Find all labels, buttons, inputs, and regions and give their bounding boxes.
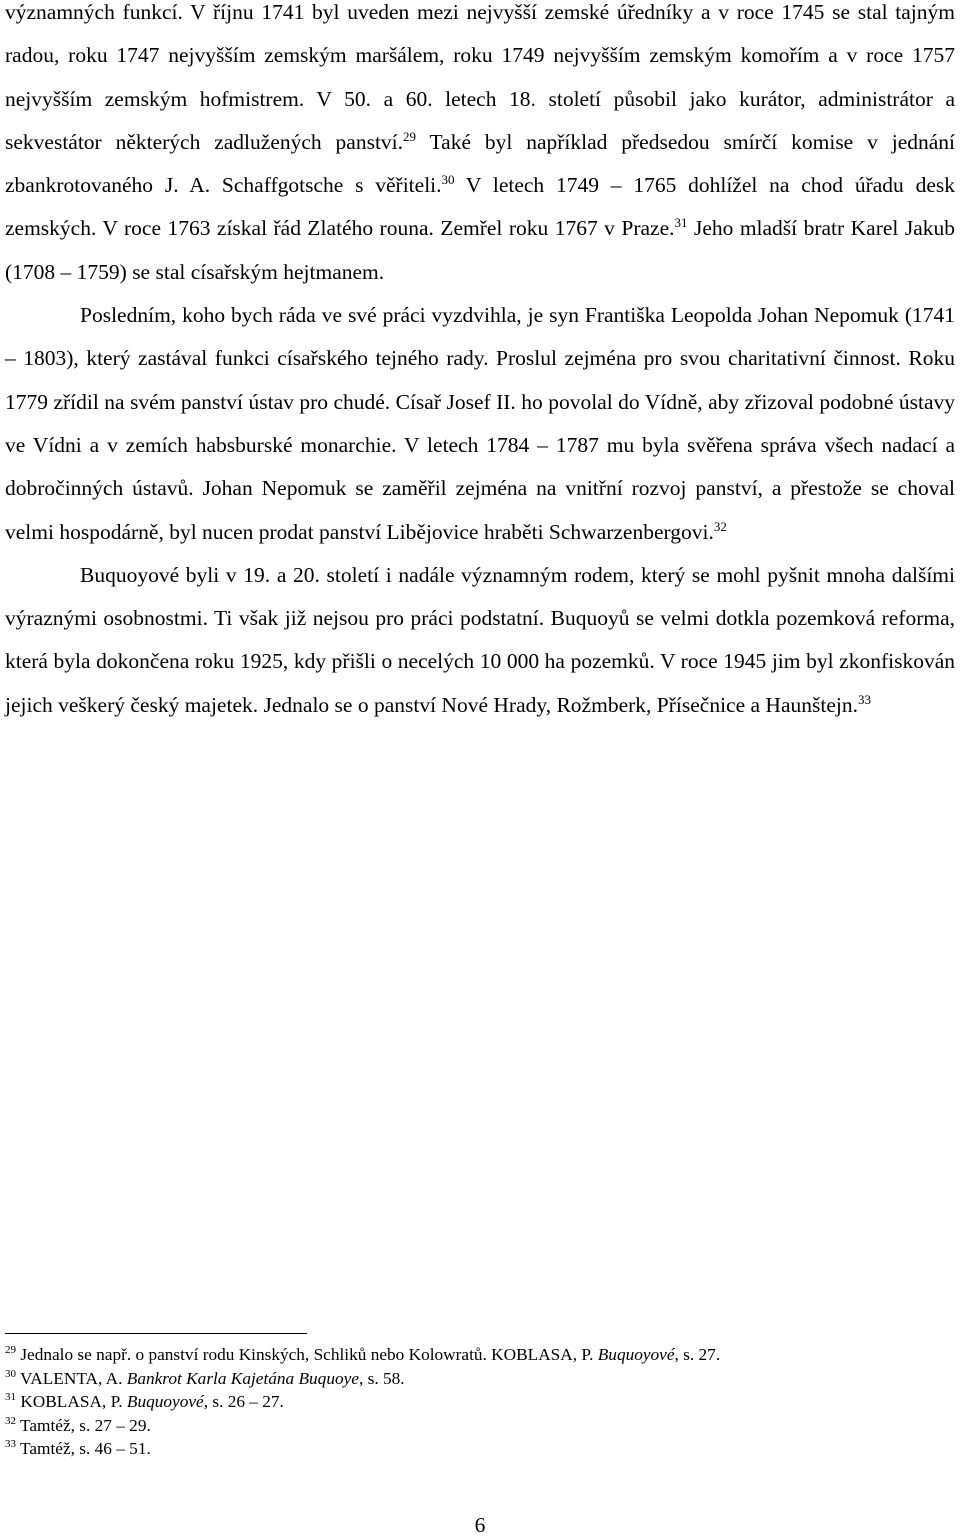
text-run: Buquoyové byli v 19. a 20. století i nadále významným rodem, který se mohl pyšnit mnoha dalšími výraznými osobnostmi. Ti však již nejsou pro práci podstatní. Buquoyů se velmi dotkla pozemková reforma, která byla dokončena roku 1925, kdy přišli o necelých 10 000 ha pozemků. V roce 1945 jim byl zkonfiskován jejich veškerý český majetek. Jednalo se o panství Nové Hrady, Rožmberk, Přísečnice a Haunštejn. [5, 562, 955, 717]
text-run: Posledním, koho bych ráda ve své práci vyzdvihla, je syn Františka Leopolda Johan Nepomuk (1741 – 1803), který zastával funkci císařského tejného rady. Proslul zejména pro svou charitativní činnost. Roku 1779 zřídil na svém panství ústav pro chudé. Císař Josef II. ho povolal do Vídně, aby zřizoval podobné ústavy ve Vídni a v zemích habsburské monarchie. V letech 1784 – 1787 mu byla svěřena správa všech nadací a dobročinných ústavů. Johan Nepomuk se zaměřil zejména na vnitřní rozvoj panství, a přestože se choval velmi hospodárně, byl nucen prodat panství Libějovice hraběti Schwarzenbergovi. [5, 303, 955, 544]
footnote-title: Buquoyové [597, 1345, 675, 1364]
footnote-ref-32[interactable]: 32 [713, 518, 727, 534]
footnote-number: 32 [5, 1414, 16, 1427]
text-run: Jeho mladší bratr Karel Jakub (1708 – 1759) se stal císařským hejtmanem. [5, 216, 955, 284]
text-run: Také byl například předsedou smírčí komise v jednání zbankrotovaného J. A. Schaffgotsche s věřiteli. [5, 129, 956, 198]
text-run: významných funkcí. V říjnu 1741 byl uveden mezi nejvyšší zemské úředníky a v roce 1745 se stal tajným radou, roku 1747 nejvyšším zemským maršálem, roku 1749 nejvyšším zemským komořím a v roce 1757 nejvyšším zemským hofmistrem. V 50. a 60. letech 18. století působil jako kurátor, administrátor a sekvestátor některých zadlužených panství. [5, 0, 955, 154]
footnote-separator [5, 1333, 307, 1334]
footnote-ref-29[interactable]: 29 [403, 128, 417, 144]
footnote-text: , s. 58. [358, 1368, 405, 1388]
footnote-text: VALENTA, A. [16, 1368, 127, 1388]
footnote-31 [5, 1390, 955, 1414]
page-number: 6 [474, 1513, 486, 1537]
footnote-text: Jednalo se např. o panství rodu Kinských, Schliků nebo Kolowratů. KOBLASA, P. [16, 1345, 598, 1364]
footnote-number: 33 [5, 1438, 16, 1451]
footnote-ref-33[interactable]: 33 [857, 691, 871, 707]
footnote-text: Tamtéž, s. 46 – 51. [16, 1439, 151, 1458]
footnote-ref-31[interactable]: 31 [674, 215, 688, 231]
text-run: V letech 1749 – 1765 dohlížel na chod úřadu desk zemských. V roce 1763 získal řád Zlatého rouna. Zemřel roku 1767 v Praze. [5, 173, 955, 241]
footnote-33 [5, 1437, 955, 1461]
footnote-29 [5, 1343, 955, 1367]
footnote-number: 29 [5, 1344, 16, 1357]
paragraph-3 [5, 554, 955, 727]
main-text [5, 0, 955, 727]
footnote-title: Buquoyové, [126, 1392, 209, 1411]
paragraph-2 [5, 294, 955, 554]
footnote-text: s. 26 – 27. [208, 1392, 284, 1411]
footnote-text: , s. 27. [674, 1345, 721, 1364]
paragraph-1 [5, 0, 955, 294]
footnote-ref-30[interactable]: 30 [441, 172, 455, 188]
footnote-text: Tamtéž, s. 27 – 29. [16, 1415, 151, 1435]
footnote-number: 31 [5, 1391, 16, 1404]
footnote-text: KOBLASA, P. [16, 1392, 127, 1411]
footnote-30 [5, 1367, 955, 1391]
footnotes [5, 1343, 955, 1461]
footnote-32 [5, 1414, 955, 1438]
footnote-title: Bankrot Karla Kajetána Buquoye [126, 1368, 359, 1388]
footnote-number: 30 [5, 1367, 16, 1380]
